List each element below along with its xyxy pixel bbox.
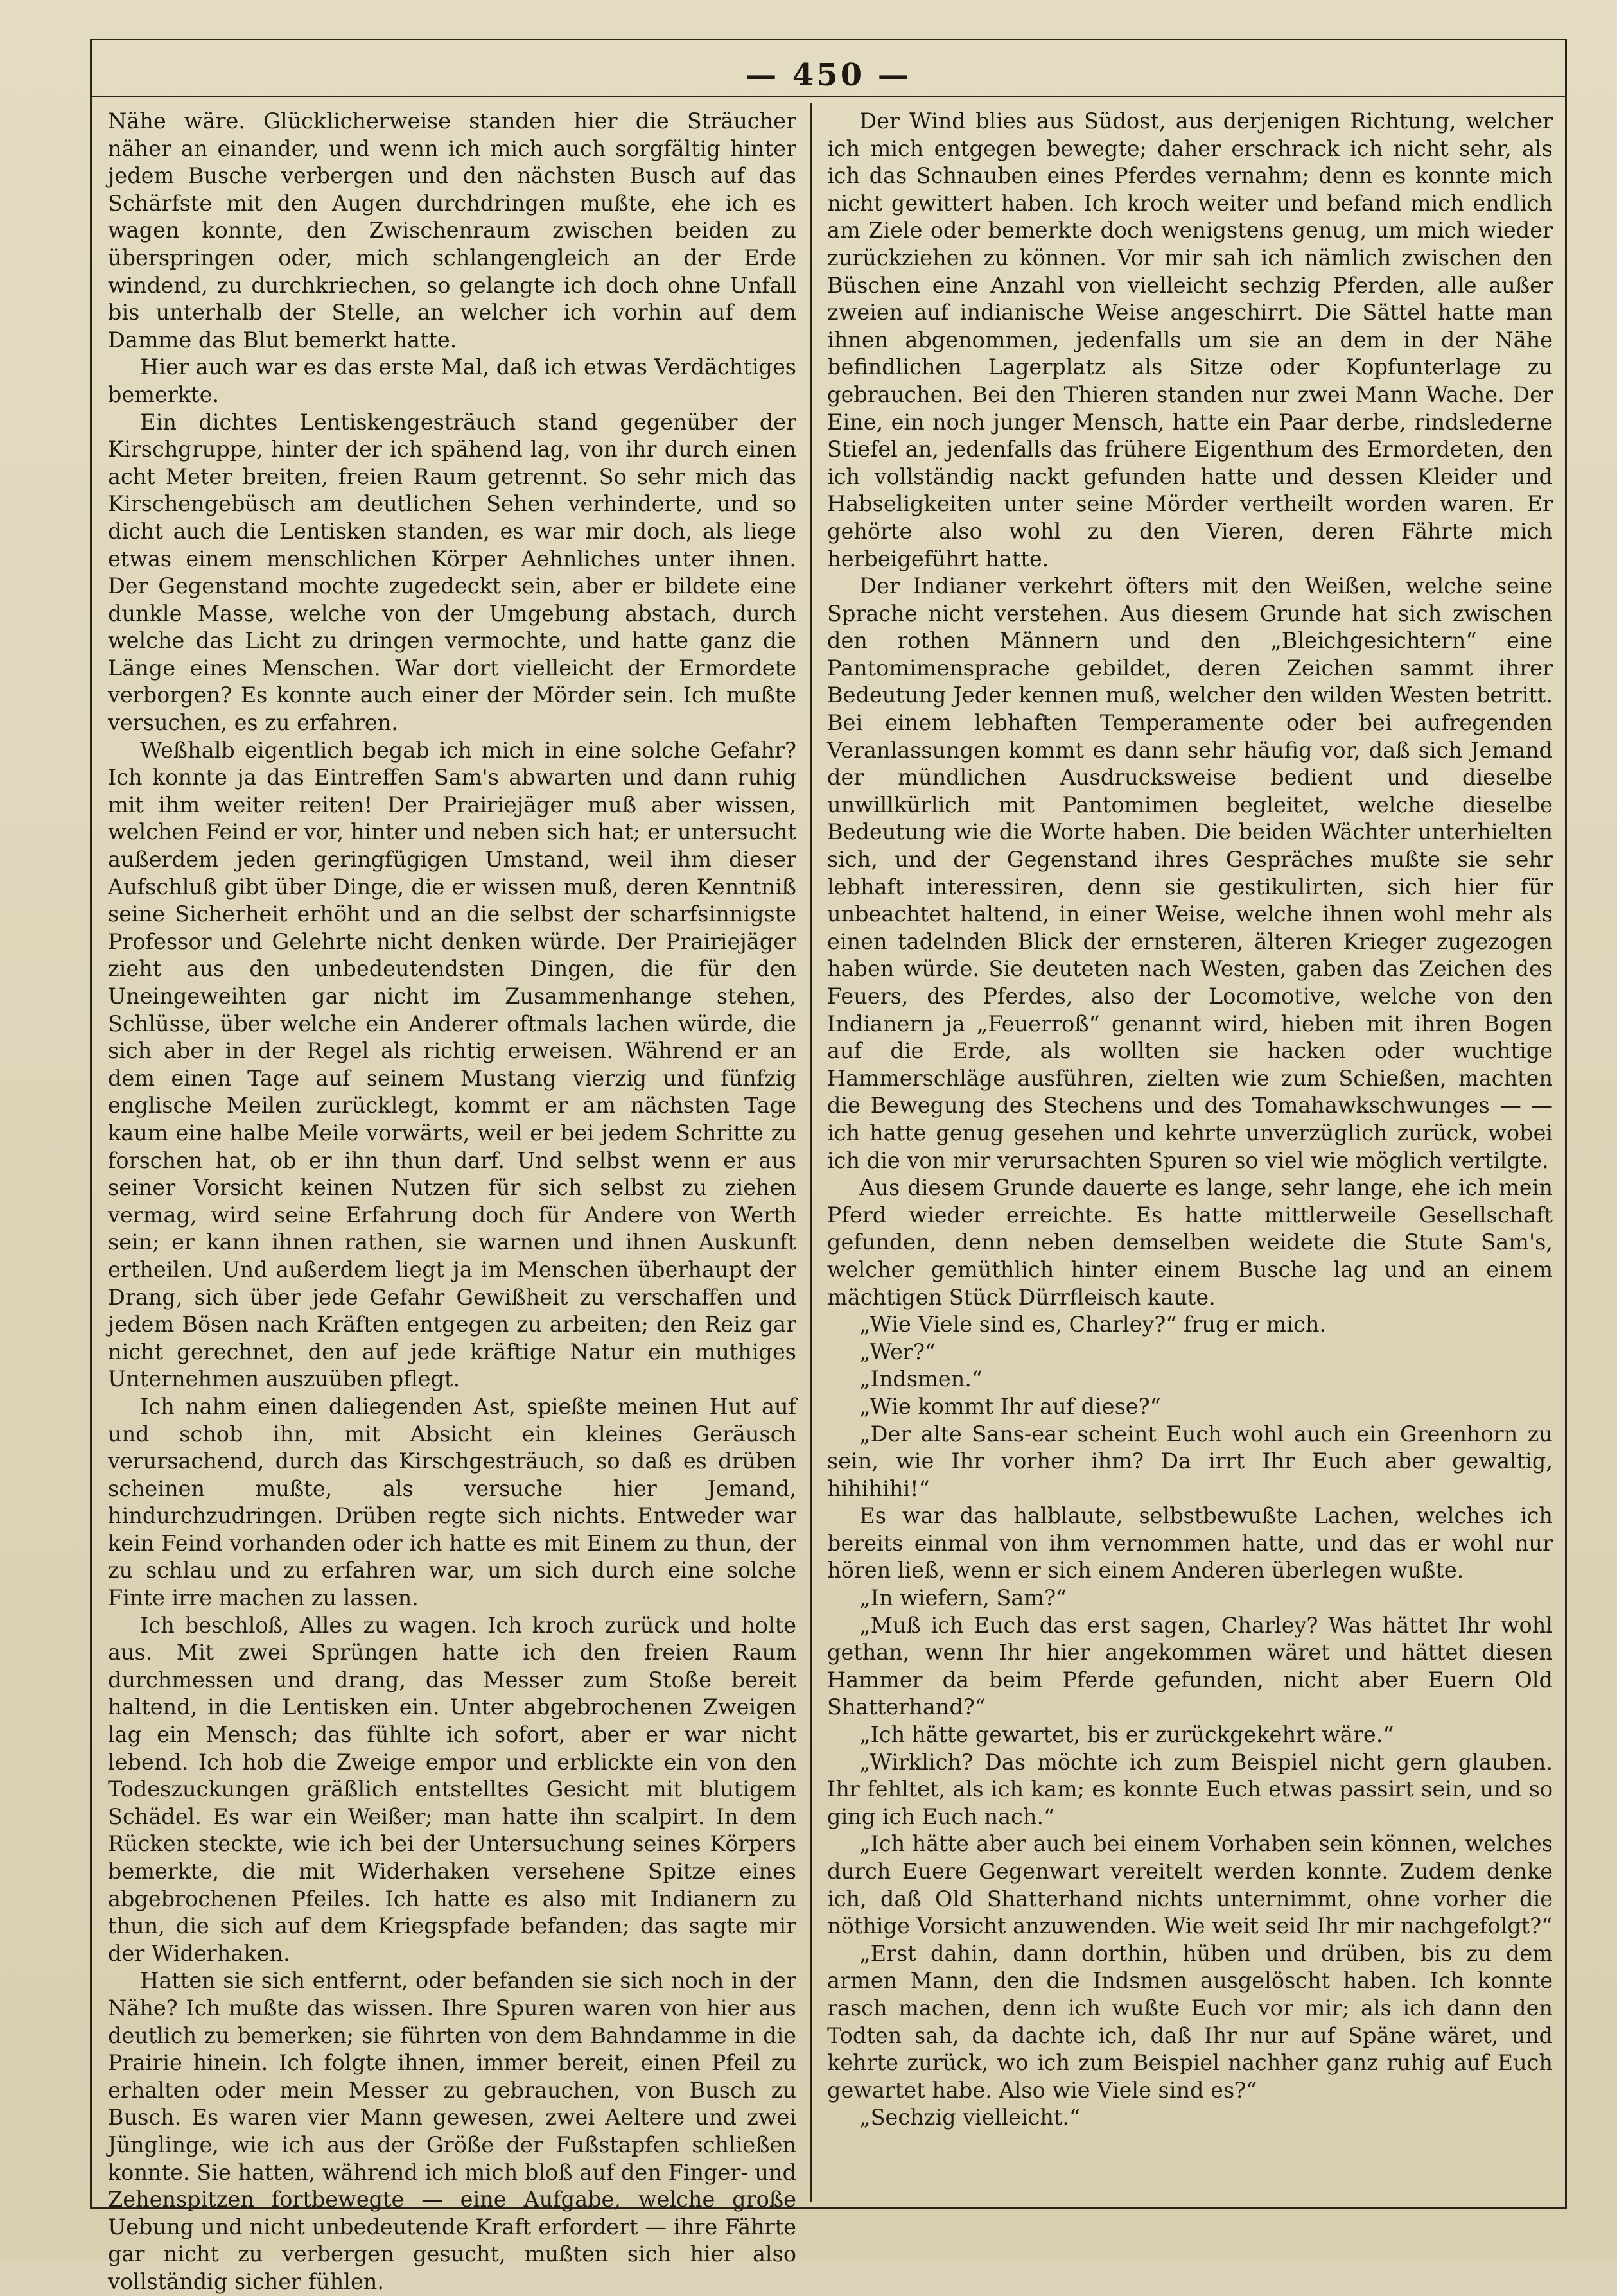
- page-header: [90, 53, 1567, 98]
- right-column: [827, 108, 1553, 2195]
- dialogue-line: „Erst dahin, dann dorthin, hüben und drüben, bis zu dem armen Mann, den die Indsmen ausgelöscht haben. Ich konnte rasch machen, denn ich wußte Euch vor mir; als ich dann den Todten sah, da dachte ich, daß Ihr nur auf Späne wäret, und kehrte zurück, wo ich zum Beispiel nachher ganz ruhig auf Euch gewartet habe. Also wie Viele sind es?“: [827, 1940, 1553, 2103]
- paragraph: Weßhalb eigentlich begab ich mich in eine solche Gefahr? Ich konnte ja das Eintreffen Sam's abwarten und dann ruhig mit ihm weiter reiten! Der Prairiejäger muß aber wissen, welchen Feind er vor, hinter und neben sich hat; er untersucht außerdem jeden geringfügigen Umstand, weil ihm dieser Aufschluß gibt über Dinge, die er wissen muß, deren Kenntniß seine Sicherheit erhöht und an die selbst der scharfsinnigste Professor und Gelehrte nicht denken würde. Der Prairiejäger zieht aus den unbedeutendsten Dingen, die für den Uneingeweihten gar nicht im Zusammenhange stehen, Schlüsse, über welche ein Anderer oftmals lachen würde, die sich aber in der Regel als richtig erweisen. Während er an dem einen Tage auf seinem Mustang vierzig und fünfzig englische Meilen zurücklegt, kommt er am nächsten Tage kaum eine halbe Meile vorwärts, weil er bei jedem Schritte zu forschen hat, ob er ihn thun darf. Und selbst wenn er aus seiner Vorsicht keinen Nutzen für sich selbst zu ziehen vermag, wird seine Erfahrung doch für Andere von Werth sein; er kann ihnen rathen, sie warnen und ihnen Auskunft ertheilen. Und außerdem liegt ja im Menschen überhaupt der Drang, sich über jede Gefahr Gewißheit zu verschaffen und jedem Bösen nach Kräften entgegen zu arbeiten; den Reiz gar nicht gerechnet, den auf jede kräftige Natur ein muthiges Unternehmen auszuüben pflegt.: [108, 737, 796, 1392]
- dialogue-line: „Wie Viele sind es, Charley?“ frug er mich.: [859, 1312, 1327, 1337]
- paragraph: Aus diesem Grunde dauerte es lange, sehr lange, ehe ich mein Pferd wieder erreichte. Es hatte mittlerweile Gesellschaft gefunden, denn neben demselben weidete die Stute Sam's, welcher gemüthlich hinter einem Busche lag und an einem mächtigen Stück Dürrfleisch kaute.: [827, 1175, 1553, 1310]
- left-column: [108, 108, 796, 2294]
- paragraph: Nähe wäre. Glücklicherweise standen hier die Sträucher näher an einander, und wenn ich mich auch sorgfältig hinter jedem Busche verbergen und den nächsten Busch auf das Schärfste mit den Augen durchdringen mußte, ehe ich es wagen konnte, den Zwischenraum zwischen beiden zu überspringen oder, mich schlangengleich an der Erde windend, zu durchkriechen, so gelangte ich doch ohne Unfall bis unterhalb der Stelle, an welcher ich vorhin auf dem Damme das Blut bemerkt hatte.: [108, 109, 796, 352]
- paragraph: Ein dichtes Lentiskengesträuch stand gegenüber der Kirschgruppe, hinter der ich spähend lag, von ihr durch einen acht Meter breiten, freien Raum getrennt. So sehr mich das Kirschengebüsch am deutlichen Sehen verhinderte, und so dicht auch die Lentisken standen, es war mir doch, als liege etwas einem menschlichen Körper Aehnliches unter ihnen. Der Gegenstand mochte zugedeckt sein, aber er bildete eine dunkle Masse, welche von der Umgebung abstach, durch welche das Licht zu dringen vermochte, und hatte ganz die Länge eines Menschen. War dort vielleicht der Ermordete verborgen? Es konnte auch einer der Mörder sein. Ich mußte versuchen, es zu erfahren.: [108, 409, 796, 736]
- dialogue-line: „Wer?“: [859, 1339, 936, 1364]
- dialogue-line: „Ich hätte gewartet, bis er zurückgekehrt wäre.“: [859, 1722, 1394, 1748]
- dialogue-line: „Wie kommt Ihr auf diese?“: [859, 1393, 1161, 1419]
- paragraph: Hatten sie sich entfernt, oder befanden sie sich noch in der Nähe? Ich mußte das wissen. Ihre Spuren waren von hier aus deutlich zu bemerken; sie führten von dem Bahndamme in die Prairie hinein. Ich folgte ihnen, immer bereit, einen Pfeil zu erhalten oder mein Messer zu gebrauchen, von Busch zu Busch. Es waren vier Mann gewesen, zwei Aeltere und zwei Jünglinge, wie ich aus der Größe der Fußstapfen schließen konnte. Sie hatten, während ich mich bloß auf den Finger- und Zehenspitzen fortbewegte — eine Aufgabe, welche große Uebung und nicht unbedeutende Kraft erfordert — ihre Fährte gar nicht zu verbergen gesucht, mußten sich hier also vollständig sicher fühlen.: [108, 1968, 796, 2294]
- dialogue-line: „Ich hätte aber auch bei einem Vorhaben sein können, welches durch Euere Gegenwart vereitelt werden konnte. Zudem denke ich, daß Old Shatterhand nichts unternimmt, ohne vorher die nöthige Vorsicht anzuwenden. Wie weit seid Ihr mir nachgefolgt?“: [827, 1831, 1553, 1939]
- paragraph: Der Indianer verkehrt öfters mit den Weißen, welche seine Sprache nicht verstehen. Aus diesem Grunde hat sich zwischen den rothen Männern und den „Bleichgesichtern“ eine Pantomimensprache gebildet, deren Zeichen sammt ihrer Bedeutung Jeder kennen muß, welcher den wilden Westen betritt. Bei einem lebhaften Temperamente oder bei aufregenden Veranlassungen kommt es dann sehr häufig vor, daß sich Jemand der mündlichen Ausdrucksweise bedient und dieselbe unwillkürlich mit Pantomimen begleitet, welche dieselbe Bedeutung wie die Worte haben. Die beiden Wächter unterhielten sich, und der Gegenstand ihres Gespräches mußte sie sehr lebhaft interessiren, denn sie gestikulirten, sich hier für unbeachtet haltend, in einer Weise, welche ihnen wohl mehr als einen tadelnden Blick der ernsteren, älteren Krieger zugezogen haben würde. Sie deuteten nach Westen, gaben das Zeichen des Feuers, des Pferdes, also der Locomotive, welche von den Indianern ja „Feuerroß“ genannt wird, hieben mit ihren Bogen auf die Erde, als wollten sie hacken oder wuchtige Hammerschläge ausführen, zielten wie zum Schießen, machten die Bewegung des Stechens und des Tomahawkschwunges — — ich hatte genug gesehen und kehrte unverzüglich zurück, wobei ich die von mir verursachten Spuren so viel wie möglich vertilgte.: [827, 573, 1553, 1173]
- column-divider: [810, 103, 812, 2202]
- dialogue-line: „Indsmen.“: [859, 1366, 983, 1392]
- dialogue-line: „Wirklich? Das möchte ich zum Beispiel nicht gern glauben. Ihr fehltet, als ich kam; es konnte Euch etwas passirt sein, und so ging ich Euch nach.“: [827, 1749, 1553, 1829]
- dialogue-line: „In wiefern, Sam?“: [859, 1585, 1067, 1611]
- paragraph: Hier auch war es das erste Mal, daß ich etwas Verdächtiges bemerkte.: [108, 354, 796, 407]
- paragraph: Es war das halblaute, selbstbewußte Lachen, welches ich bereits einmal von ihm vernommen hatte, und das er wohl nur hören ließ, wenn er sich einem Anderen überlegen wußte.: [827, 1503, 1553, 1583]
- dialogue-line: „Sechzig vielleicht.“: [859, 2105, 1081, 2130]
- page-number: — 450 —: [746, 57, 911, 93]
- dialogue-line: „Der alte Sans-ear scheint Euch wohl auch ein Greenhorn zu sein, wie Ihr vorher ihm? Da irrt Ihr Euch aber gewaltig, hihihihi!“: [827, 1421, 1553, 1501]
- dialogue-line: „Muß ich Euch das erst sagen, Charley? Was hättet Ihr wohl gethan, wenn Ihr hier angekommen wäret und hättet diesen Hammer da beim Pferde gefunden, nicht aber Euern Old Shatterhand?“: [827, 1612, 1553, 1720]
- paragraph: Ich nahm einen daliegenden Ast, spießte meinen Hut auf und schob ihn, mit Absicht ein kleines Geräusch verursachend, durch das Kirschgesträuch, so daß es drüben scheinen mußte, als versuche hier Jemand, hindurchzudringen. Drüben regte sich nichts. Entweder war kein Feind vorhanden oder ich hatte es mit Einem zu thun, der zu schlau und zu erfahren war, um sich durch eine solche Finte irre machen zu lassen.: [108, 1393, 796, 1611]
- paragraph: Ich beschloß, Alles zu wagen. Ich kroch zurück und holte aus. Mit zwei Sprüngen hatte ich den freien Raum durchmessen und drang, das Messer zum Stoße bereit haltend, in die Lentisken ein. Unter abgebrochenen Zweigen lag ein Mensch; das fühlte ich sofort, aber er war nicht lebend. Ich hob die Zweige empor und erblickte ein von den Todeszuckungen gräßlich entstelltes Gesicht mit blutigem Schädel. Es war ein Weißer; man hatte ihn scalpirt. In dem Rücken steckte, wie ich bei der Untersuchung seines Körpers bemerkte, die mit Widerhaken versehene Spitze eines abgebrochenen Pfeiles. Ich hatte es also mit Indianern zu thun, die sich auf dem Kriegspfade befanden; das sagte mir der Widerhaken.: [108, 1612, 796, 1966]
- header-rule: [90, 96, 1567, 98]
- paragraph: Der Wind blies aus Südost, aus derjenigen Richtung, welcher ich mich entgegen bewegte; daher erschrack ich nicht sehr, als ich das Schnauben eines Pferdes vernahm; denn es konnte mich nicht gewittert haben. Ich kroch weiter und befand mich endlich am Ziele oder bemerkte doch wenigstens genug, um mich wieder zurückziehen zu können. Vor mir sah ich nämlich zwischen den Büschen eine Anzahl von vielleicht sechzig Pferden, alle außer zweien auf indianische Weise angeschirrt. Die Sättel hatte man ihnen abgenommen, jedenfalls um sie an dem in der Nähe befindlichen Lagerplatz als Sitze oder Kopfunterlage zu gebrauchen. Bei den Thieren standen nur zwei Mann Wache. Der Eine, ein noch junger Mensch, hatte ein Paar derbe, rindslederne Stiefel an, jedenfalls das frühere Eigenthum des Ermordeten, den ich vollständig nackt gefunden hatte und dessen Kleider und Habseligkeiten unter seine Mörder vertheilt worden waren. Er gehörte also wohl zu den Vieren, deren Fährte mich herbeigeführt hatte.: [827, 109, 1553, 571]
